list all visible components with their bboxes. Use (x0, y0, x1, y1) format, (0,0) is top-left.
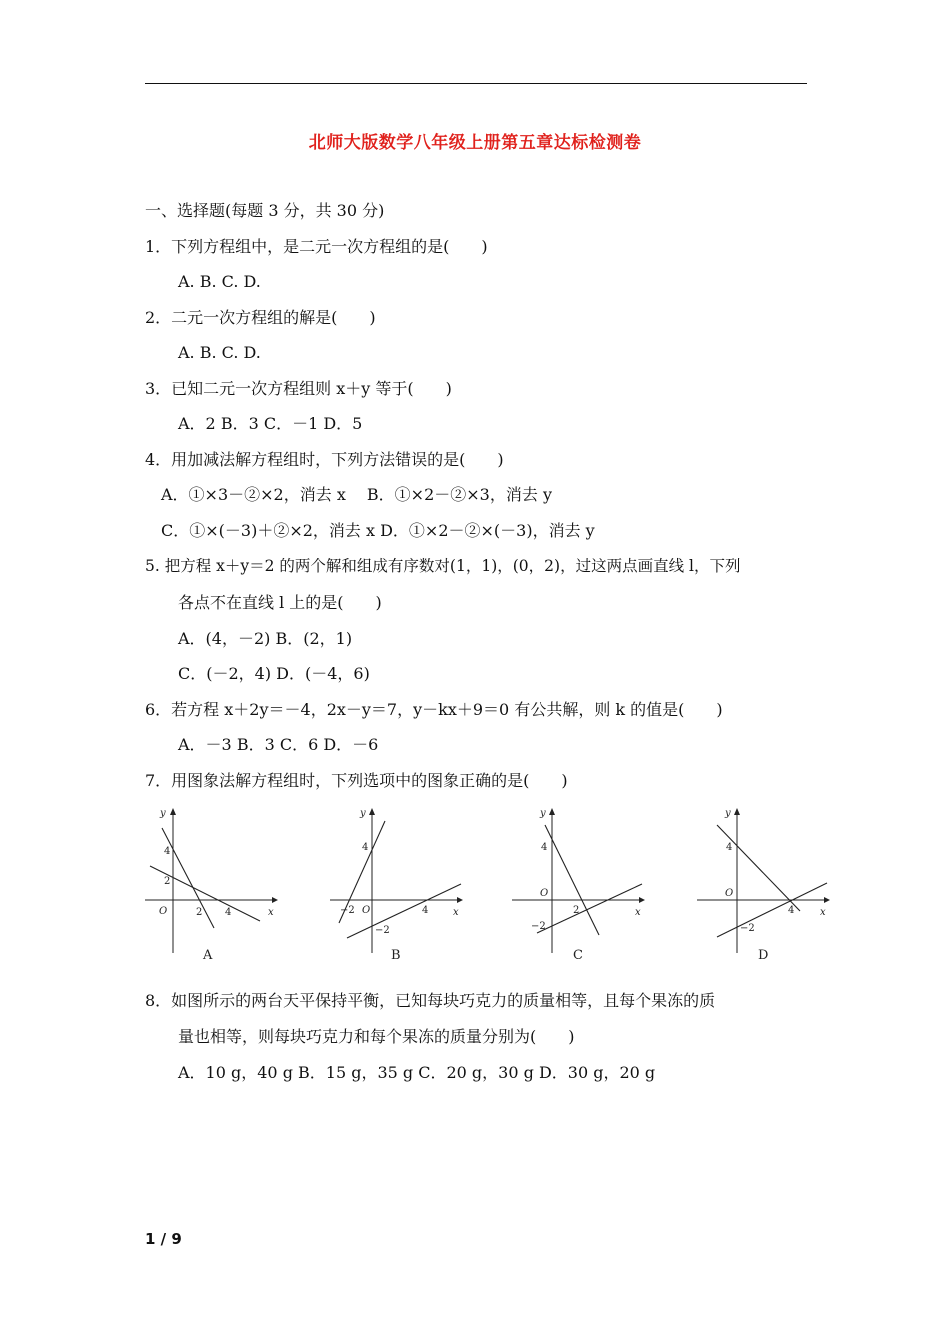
question-2-options: A. B. C. D. (178, 343, 261, 362)
y-axis-label: y (160, 808, 166, 819)
graph-caption: A (203, 948, 213, 963)
question-4-stem: 4．用加减法解方程组时，下列方法错误的是( ) (145, 450, 504, 469)
question-3-options: A．2 B．3 C．－1 D．5 (178, 414, 363, 433)
origin-label: O (725, 888, 734, 899)
question-8-options: A．10 g，40 g B．15 g，35 g C．20 g，30 g D．30 g，20 g (178, 1063, 656, 1082)
y-axis-arrow (369, 808, 375, 815)
question-3-stem: 3．已知二元一次方程组则 x＋y 等于( ) (145, 379, 452, 398)
origin-label: O (159, 906, 168, 917)
origin-label: O (540, 888, 549, 899)
page-number: 1 / 9 (145, 1230, 182, 1248)
question-2-stem: 2．二元一次方程组的解是( ) (145, 308, 376, 327)
tick-x-4: 4 (225, 907, 232, 918)
x-axis-label: x (820, 907, 826, 918)
tick-y-4: 4 (362, 842, 369, 853)
graph-c (507, 803, 652, 963)
question-8-stem: 8．如图所示的两台天平保持平衡，已知每块巧克力的质量相等，且每个果冻的质 (145, 991, 716, 1010)
x-axis-arrow (639, 897, 645, 903)
tick-x-4: 4 (788, 905, 795, 916)
tick-x-2: 2 (573, 905, 580, 916)
question-7-stem: 7．用图象法解方程组时，下列选项中的图象正确的是( ) (145, 771, 568, 790)
x-axis-arrow (824, 897, 830, 903)
y-axis-label: y (360, 808, 366, 819)
tick-y-4: 4 (726, 842, 733, 853)
graph-caption: D (758, 948, 769, 963)
tick-y-2: 2 (164, 876, 171, 887)
y-axis-arrow (734, 808, 740, 815)
question-5-options-ab: A．(4，－2) B．(2，1) (178, 629, 353, 648)
question-8-stem-cont: 量也相等，则每块巧克力和每个果冻的质量分别为( ) (178, 1027, 575, 1046)
question-1-options: A. B. C. D. (178, 272, 261, 291)
tick-x-4: 4 (422, 905, 429, 916)
question-6-options: A．－3 B．3 C．6 D．－6 (178, 735, 379, 754)
line-1 (545, 825, 599, 935)
y-axis-arrow (549, 808, 555, 815)
question-1-stem: 1．下列方程组中，是二元一次方程组的是( ) (145, 237, 488, 256)
graph-d (692, 803, 837, 963)
tick-x-neg2: −2 (340, 905, 355, 916)
question-5-stem: 5. 把方程 x＋y＝2 的两个解和组成有序数对(1，1)，(0，2)，过这两点画直线 l，下列 (145, 557, 741, 575)
tick-y-neg2: −2 (531, 921, 546, 932)
line-2 (717, 883, 827, 937)
question-5-stem-cont: 各点不在直线 l 上的是( ) (178, 593, 382, 612)
graph-caption: B (391, 948, 401, 963)
tick-y-4: 4 (541, 842, 548, 853)
question-4-options-ab: A．①×3－②×2，消去 x B．①×2－②×3，消去 y (161, 485, 552, 504)
tick-x-2: 2 (196, 907, 203, 918)
y-axis-label: y (540, 808, 546, 819)
origin-label: O (362, 905, 371, 916)
x-axis-label: x (453, 907, 459, 918)
question-4-options-cd: C．①×(－3)＋②×2，消去 x D．①×2－②×(－3)，消去 y (161, 521, 595, 540)
y-axis-label: y (725, 808, 731, 819)
x-axis-arrow (457, 897, 463, 903)
section-heading: 一、选择题(每题 3 分，共 30 分) (145, 201, 385, 220)
tick-y-neg2: −2 (375, 925, 390, 936)
header-rule (145, 83, 807, 84)
tick-y-neg2: −2 (740, 923, 755, 934)
line-2 (537, 884, 642, 933)
question-5-options-cd: C．(－2，4) D．(－4，6) (178, 664, 370, 683)
graph-b (325, 803, 470, 963)
y-axis-arrow (170, 808, 176, 815)
x-axis-label: x (268, 907, 274, 918)
graph-caption: C (573, 948, 583, 963)
x-axis-arrow (272, 897, 278, 903)
graph-a (140, 803, 280, 963)
x-axis-label: x (635, 907, 641, 918)
page-title: 北师大版数学八年级上册第五章达标检测卷 (308, 133, 642, 153)
question-6-stem: 6．若方程 x＋2y＝－4，2x－y＝7，y－kx＋9＝0 有公共解，则 k 的值是( ) (145, 700, 723, 719)
tick-y-4: 4 (164, 846, 171, 857)
